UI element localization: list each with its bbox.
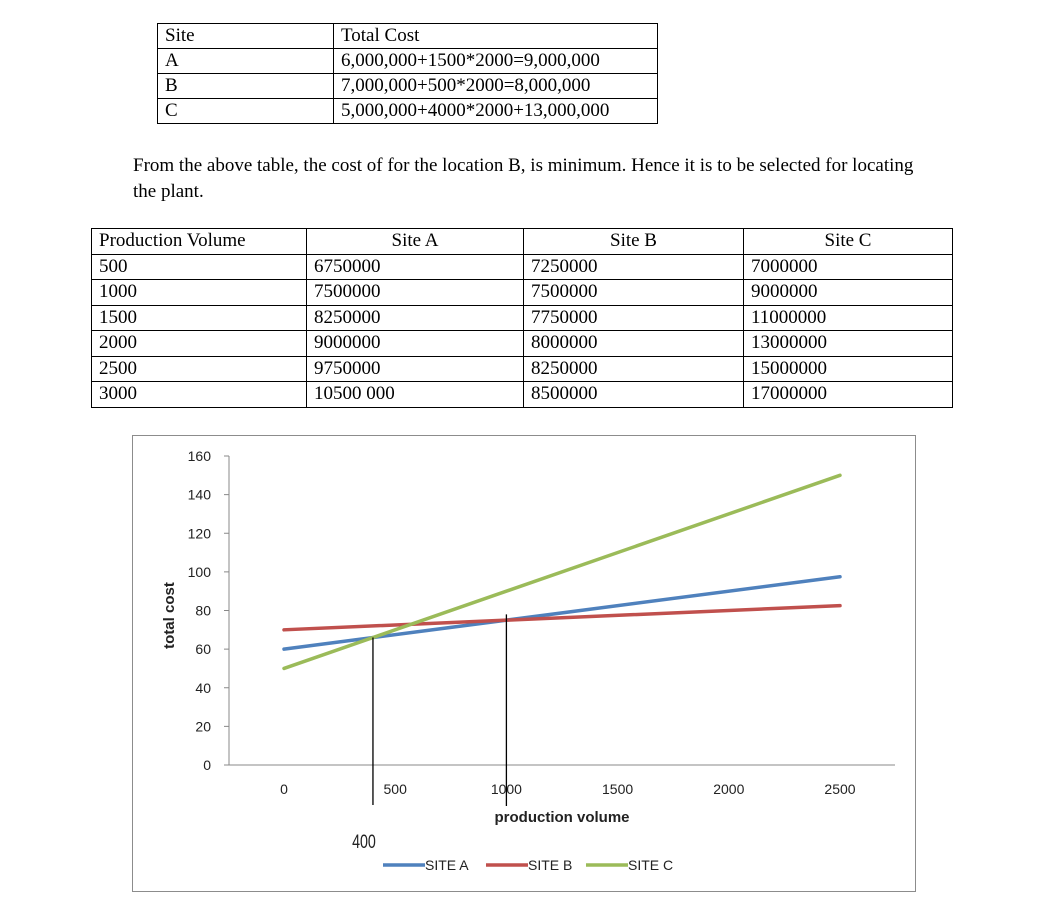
volume-table-row [92, 382, 953, 408]
volume-table-row [92, 331, 953, 357]
y-tick-label: 140 [187, 486, 211, 503]
volume-table-cell: 7000000 [744, 254, 953, 280]
volume-table-cell: 7250000 [524, 254, 744, 280]
volume-table-cell: 9750000 [307, 356, 524, 382]
cost-table-header-cell: Site [158, 24, 334, 49]
cost-table-row [158, 49, 658, 74]
conclusion-paragraph: From the above table, the cost of for the location B, is minimum. Hence it is to be selected for locating the plant. [133, 155, 914, 202]
y-tick-label: 80 [195, 602, 211, 619]
legend-label: SITE A [425, 857, 469, 873]
volume-table-row [92, 254, 953, 280]
x-tick-label: 2500 [824, 781, 856, 797]
production-volume-table [91, 228, 953, 408]
x-tick-label: 1500 [602, 781, 634, 797]
volume-table-cell: 8500000 [524, 382, 744, 408]
volume-table-cell: 1000 [92, 280, 307, 306]
y-axis-title: total cost [161, 582, 178, 649]
x-tick-label: 0 [280, 781, 288, 797]
volume-table-cell: 13000000 [744, 331, 953, 357]
volume-table-cell: 6750000 [307, 254, 524, 280]
volume-table-cell: 10500 000 [307, 382, 524, 408]
cost-table-cell: 7,000,000+500*2000=8,000,000 [334, 74, 658, 99]
x-tick-label: 500 [383, 781, 407, 797]
legend-label: SITE B [528, 857, 573, 873]
x-tick-label: 2000 [713, 781, 745, 797]
volume-table-header-row [92, 229, 953, 255]
volume-table-cell: 9000000 [307, 331, 524, 357]
annotation-label: 400 [352, 831, 376, 853]
volume-table-cell: 15000000 [744, 356, 953, 382]
volume-table-header-cell: Site B [524, 229, 744, 255]
volume-table-cell: 7500000 [524, 280, 744, 306]
volume-table-cell: 1500 [92, 305, 307, 331]
cost-table-cell: 5,000,000+4000*2000+13,000,000 [334, 99, 658, 124]
y-tick-label: 120 [187, 525, 211, 542]
chart-canvas [133, 436, 915, 891]
y-tick-label: 0 [203, 757, 211, 773]
volume-table-cell: 2000 [92, 331, 307, 357]
cost-table-row [158, 99, 658, 124]
series-line-site-b [284, 606, 840, 630]
cost-table-cell: C [158, 99, 334, 124]
y-tick-label: 40 [195, 679, 211, 696]
volume-table-cell: 8250000 [524, 356, 744, 382]
y-tick-label: 100 [187, 563, 211, 580]
volume-table-header-cell: Site A [307, 229, 524, 255]
volume-table-cell: 17000000 [744, 382, 953, 408]
y-tick-label: 20 [195, 718, 211, 735]
cost-table-cell: B [158, 74, 334, 99]
volume-table-cell: 2500 [92, 356, 307, 382]
x-axis-title: production volume [494, 809, 630, 826]
legend-label: SITE C [628, 857, 674, 873]
y-tick-label: 160 [187, 448, 211, 464]
cost-table-header-row [158, 24, 658, 49]
volume-table-row [92, 305, 953, 331]
y-tick-label: 60 [195, 641, 211, 658]
volume-table-cell: 7750000 [524, 305, 744, 331]
volume-table-row [92, 280, 953, 306]
volume-table-header-cell: Production Volume [92, 229, 307, 255]
cost-table-cell: A [158, 49, 334, 74]
cost-table-cell: 6,000,000+1500*2000=9,000,000 [334, 49, 658, 74]
cost-volume-chart [132, 435, 916, 892]
volume-table-cell: 8000000 [524, 331, 744, 357]
cost-table-header-cell: Total Cost [334, 24, 658, 49]
volume-table-header-cell: Site C [744, 229, 953, 255]
cost-table-row [158, 74, 658, 99]
x-tick-label: 1000 [490, 781, 522, 797]
volume-table-cell: 9000000 [744, 280, 953, 306]
volume-table-row [92, 356, 953, 382]
volume-table-cell: 7500000 [307, 280, 524, 306]
volume-table-cell: 500 [92, 254, 307, 280]
volume-table-cell: 11000000 [744, 305, 953, 331]
volume-table-cell: 8250000 [307, 305, 524, 331]
series-line-site-c [284, 475, 840, 668]
site-cost-table [157, 23, 658, 124]
volume-table-cell: 3000 [92, 382, 307, 408]
